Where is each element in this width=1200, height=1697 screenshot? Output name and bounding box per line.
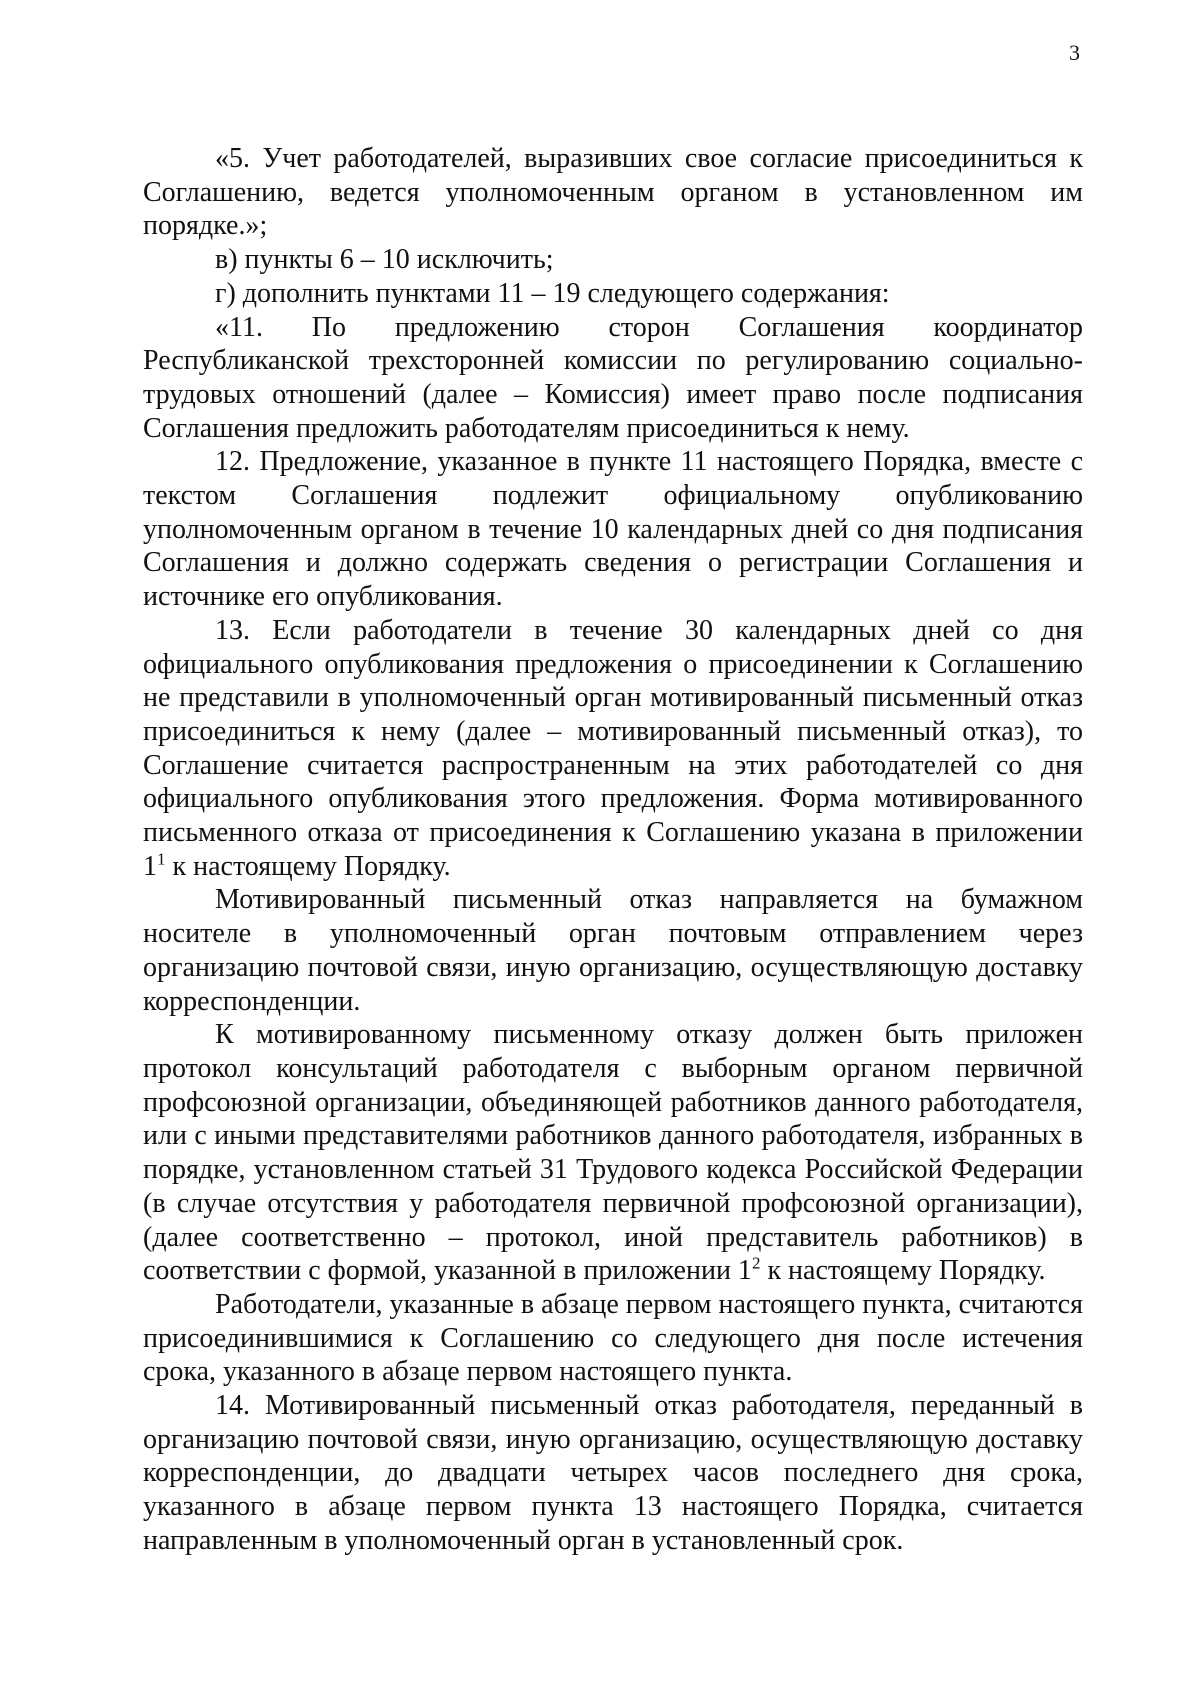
paragraph-13-protocol [143,1018,1083,1288]
paragraph-13-tail: к настоящему Порядку. [165,850,451,882]
paragraph-12: 12. Предложение, указанное в пункте 11 настоящего Порядка, вместе с текстом Соглашения подлежит официальному опубликованию уполномоченным органом в течение 10 календарных дней со дня подписания Соглашения и должно содержать сведения о регистрации Соглашения и источнике его опубликования. [143,446,1083,613]
paragraph-protocol-superscript: 2 [751,1253,761,1273]
document-body [143,142,1083,1558]
paragraph-item-g: г) дополнить пунктами 11 – 19 следующего содержания: [215,277,890,309]
paragraph-13-delivery: Мотивированный письменный отказ направляется на бумажном носителе в уполномоченный орган почтовым отправлением через организацию почтовой связи, иную организацию, осуществляющую доставку корреспонденции. [143,884,1083,1017]
paragraph-item-v: в) пункты 6 – 10 исключить; [215,244,554,276]
paragraph-protocol-tail: к настоящему Порядку. [760,1255,1046,1287]
paragraph-13-text: 13. Если работодатели в течение 30 календарных дней со дня официального опубликования предложения о присоединении к Соглашению не представили в уполномоченный орган мотивированный письменный отказ присоединиться к нему (далее – мотивированный письменный отказ), то Соглашение считается распространенным на этих работодателей со дня официального опубликования этого предложения. Форма мотивированного письменного отказа от присоединения к Соглашению указана в приложении 1 [143,614,1083,882]
paragraph-14: 14. Мотивированный письменный отказ работодателя, переданный в организацию почтовой связи, иную организацию, осуществляющую доставку корреспонденции, до двадцати четырех часов последнего дня срока, указанного в абзаце первом пункта 13 настоящего Порядка, считается направленным в уполномоченный орган в установленный срок. [143,1390,1083,1556]
page-number: 3 [1069,40,1080,65]
paragraph-13-superscript: 1 [157,849,166,869]
paragraph-5-registration: «5. Учет работодателей, выразивших свое согласие присоединиться к Соглашению, ведется уполномоченным органом в установленном им порядке.»; [143,143,1083,242]
paragraph-protocol-text: К мотивированному письменному отказу должен быть приложен протокол консультаций работодателя с выборным органом первичной профсоюзной организации, объединяющей работников данного работодателя, или с иными представителями работников данного работодателя, избранных в порядке, установленном статьей 31 Трудового кодекса Российской Федерации (в случае отсутствия у работодателя первичной профсоюзной организации), (далее соответственно – протокол, иной представитель работников) в соответствии с формой, указанной в приложении 1 [143,1019,1083,1287]
paragraph-11: «11. По предложению сторон Соглашения координатор Республиканской трехсторонней комиссии по регулированию социально-трудовых отношений (далее – Комиссия) имеет право после подписания Соглашения предложить работодателям присоединиться к нему. [143,311,1083,444]
paragraph-13 [143,614,1083,884]
paragraph-13-joined: Работодатели, указанные в абзаце первом настоящего пункта, считаются присоединившимися к Соглашению со следующего дня после истечения срока, указанного в абзаце первом настоящего пункта. [143,1288,1083,1388]
